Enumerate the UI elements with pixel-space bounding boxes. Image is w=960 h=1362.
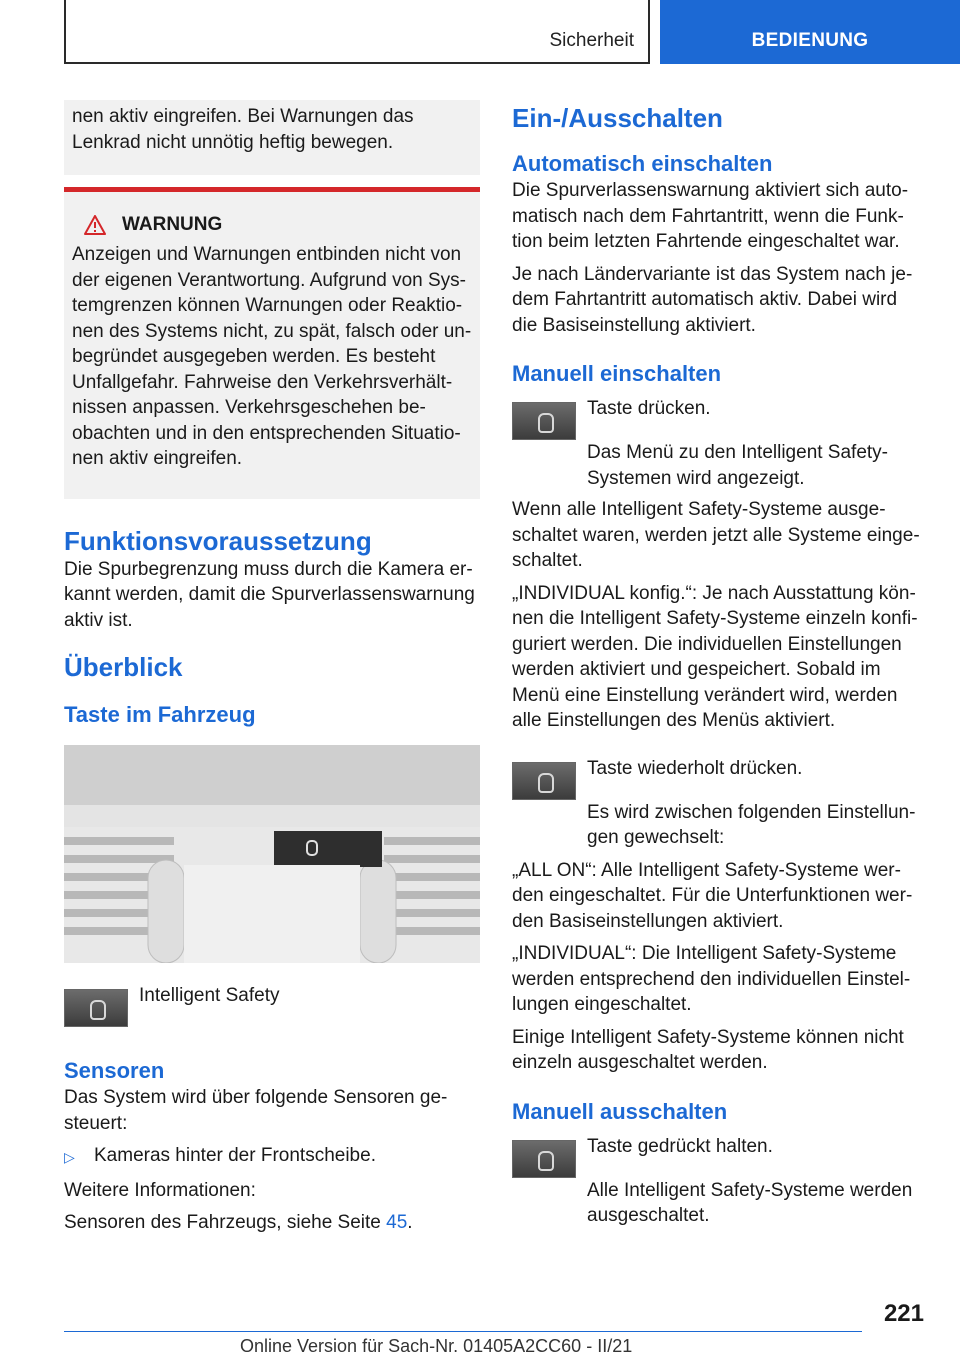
manual-on-key-text: Taste drücken. [587, 398, 711, 419]
warning-title: WARNUNG [122, 214, 223, 235]
warning-triangle-icon [84, 215, 106, 235]
manual-off-p1: Alle Intelligent Safety-Systeme werden ausgeschaltet. [587, 1179, 913, 1226]
vehicle-button-photo [64, 745, 480, 963]
sensoren-heading: Sensoren [64, 1058, 165, 1083]
warning-text: Anzeigen und Warnungen entbinden nicht von der eigenen Verantwortung. Aufgrund von Systemgrenzen können Warnungen oder Reaktionen des Systems nicht, zu spät, falsch oder unbegründet ausgegeben werden. Es besteht Unfallgefahr. Fahrweise den Verkehrsverhältnissen anpassen. Verkehrsgeschehen beobachten und in den entsprechenden Situationen aktiv eingreifen. [72, 244, 472, 469]
continued-note [64, 100, 480, 175]
repeat-p2: „ALL ON“: Alle Intelligent Safety-Systeme werden eingeschaltet. Für die Unterfunktionen werden Basiseinstellungen aktiviert. [512, 859, 913, 932]
intelligent-safety-button-icon [64, 989, 128, 1027]
intelligent-safety-button-icon [512, 1140, 576, 1178]
dashboard-illustration [64, 745, 480, 963]
ref-end: . [407, 1212, 413, 1233]
footer-version: Online Version für Sach-Nr. 01405A2CC60 - II/21 [240, 1336, 633, 1356]
left-column [64, 100, 480, 1243]
header-bar [64, 0, 650, 64]
footer-divider [64, 1331, 862, 1332]
manual-off-key-text: Taste gedrückt halten. [587, 1135, 773, 1157]
intelligent-safety-button-icon [512, 762, 576, 800]
manual-on-heading: Manuell einschalten [512, 361, 722, 386]
intro-text: nen aktiv eingreifen. Bei Warnungen das Lenkrad nicht unnötig heftig bewegen. [72, 106, 414, 153]
chapter-tab[interactable]: BEDIENUNG [660, 0, 960, 64]
list-item [64, 1143, 480, 1171]
manual-off-heading: Manuell ausschalten [512, 1098, 728, 1124]
funktion-text: Die Spurbegrenzung muss durch die Kamera erkannt werden, damit die Spurverlassenswarnung aktiv ist. [64, 558, 475, 631]
cross-reference [64, 1210, 480, 1236]
funktion-heading: Funktionsvoraussetzung [64, 525, 372, 556]
manual-on-p1: Das Menü zu den Intelligent Safety-Systemen wird angezeigt. [587, 442, 889, 489]
manual-off-key-row [512, 1134, 922, 1178]
auto-on-text-1: Die Spurverlassenswarnung aktiviert sich automatisch nach dem Fahrtantritt, wenn die Funktion beim letzten Fahrtende eingeschaltet war. [512, 180, 909, 252]
right-column [512, 102, 922, 1236]
manual-on-p2: Wenn alle Intelligent Safety-Systeme ausgeschaltet waren, werden jetzt alle Systeme eingeschaltet. [512, 499, 920, 571]
repeat-p3: „INDIVIDUAL“: Die Intelligent Safety-Systeme werden entsprechend den individuellen Einstellungen eingeschaltet. [512, 943, 911, 1015]
auto-on-text-2: Je nach Ländervariante ist das System nach jedem Fahrtantritt automatisch aktiv. Dabei wird die Basiseinstellung aktiviert. [512, 263, 913, 336]
bullet-text: Kameras hinter der Frontscheibe. [94, 1145, 376, 1166]
repeat-p4: Einige Intelligent Safety-Systeme können nicht einzeln ausgeschaltet werden. [512, 1026, 904, 1073]
page-link[interactable]: 45 [386, 1212, 408, 1233]
page-number: 221 [883, 1300, 924, 1327]
triangle-bullet-icon: ▷ [64, 1149, 75, 1165]
more-info-label: Weitere Informationen: [64, 1179, 256, 1201]
repeat-key-text: Taste wiederholt drücken. [587, 757, 803, 779]
warning-header [72, 214, 472, 236]
button-legend [64, 983, 480, 1027]
manual-on-key-row [512, 396, 922, 440]
button-label: Intelligent Safety [139, 985, 280, 1006]
auto-on-heading: Automatisch einschalten [512, 151, 773, 176]
section-title: Sicherheit [549, 30, 634, 51]
ein-aus-heading: Ein-/Ausschalten [512, 103, 723, 133]
ueberblick-heading: Überblick [64, 652, 183, 682]
warning-box [64, 187, 480, 499]
repeat-p1: Es wird zwischen folgenden Einstellungen gewechselt: [587, 801, 916, 848]
ref-text: Sensoren des Fahrzeugs, siehe Seite [64, 1212, 387, 1233]
taste-heading: Taste im Fahrzeug [64, 702, 256, 727]
repeat-key-row [512, 756, 922, 800]
manual-on-p3: „INDIVIDUAL konfig.“: Je nach Ausstattung können die Intelligent Safety-Systeme einzeln konfiguriert werden. Die individuellen Einstellungen werden aktiviert und gespeichert. Sobald im Menü eine Einstellung verändert wird, werden alle Einstellungen des Menüs aktiviert. [512, 582, 918, 731]
sensoren-text: Das System wird über folgende Sensoren gesteuert: [64, 1087, 448, 1134]
intelligent-safety-button-icon [512, 402, 576, 440]
